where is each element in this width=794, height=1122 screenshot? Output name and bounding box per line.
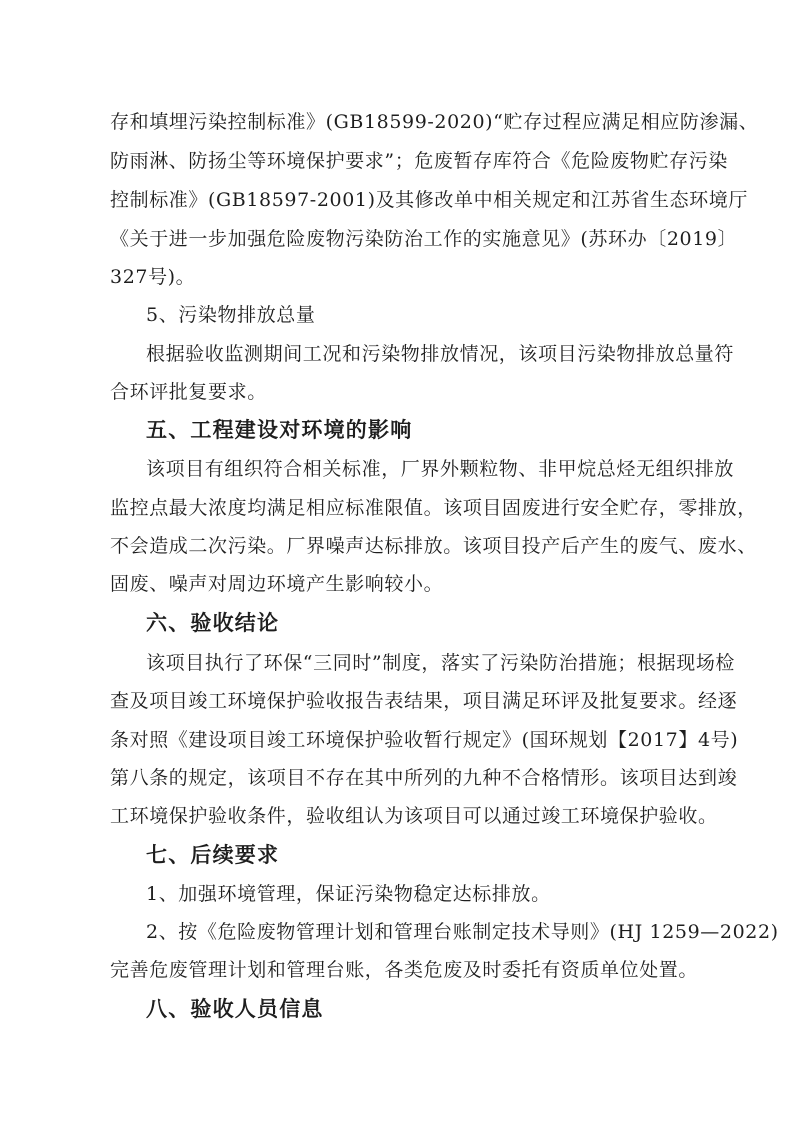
paragraph-line: 327号)。 (110, 266, 196, 288)
paragraph-line: 不会造成二次污染。厂界噪声达标排放。该项目投产后产生的废气、废水、 (110, 535, 757, 557)
paragraph-line: 该项目执行了环保“三同时”制度，落实了污染防治措施；根据现场检 (146, 652, 736, 674)
section-heading: 五、工程建设对环境的影响 (146, 417, 413, 442)
paragraph-line: 合环评批复要求。 (110, 381, 267, 403)
paragraph-line: 监控点最大浓度均满足相应标准限值。该项目固废进行安全贮存，零排放， (110, 497, 757, 519)
section-heading: 六、验收结论 (146, 610, 280, 635)
section-heading: 八、验收人员信息 (146, 996, 324, 1021)
paragraph-line: 工环境保护验收条件，验收组认为该项目可以通过竣工环境保护验收。 (110, 805, 718, 827)
paragraph-line: 条对照《建设项目竣工环境保护验收暂行规定》(国环规划【2017】4号) (110, 729, 739, 751)
paragraph-line: 根据验收监测期间工况和污染物排放情况，该项目污染物排放总量符 (146, 343, 735, 365)
paragraph-line: 《关于进一步加强危险废物污染防治工作的实施意见》(苏环办〔2019〕 (110, 228, 738, 250)
numbered-item: 1、加强环境管理，保证污染物稳定达标排放。 (146, 883, 551, 905)
paragraph-line: 查及项目竣工环境保护验收报告表结果，项目满足环评及批复要求。经逐 (110, 690, 738, 712)
paragraph-line: 固废、噪声对周边环境产生影响较小。 (110, 573, 444, 595)
section-heading: 七、后续要求 (146, 842, 280, 867)
paragraph-line: 防雨淋、防扬尘等环境保护要求”；危废暂存库符合《危险废物贮存污染 (110, 150, 728, 172)
paragraph-line: 完善危废管理计划和管理台账，各类危废及时委托有资质单位处置。 (110, 959, 699, 981)
paragraph-line: 控制标准》(GB18597-2001)及其修改单中相关规定和江苏省生态环境厅 (110, 189, 748, 211)
paragraph-line: 第八条的规定，该项目不存在其中所列的九种不合格情形。该项目达到竣 (110, 767, 738, 789)
paragraph-line: 该项目有组织符合相关标准，厂界外颗粒物、非甲烷总烃无组织排放 (146, 458, 735, 480)
numbered-item: 5、污染物排放总量 (146, 304, 316, 326)
numbered-item: 2、按《危险废物管理计划和管理台账制定技术导则》(HJ 1259—2022) (146, 921, 779, 943)
paragraph-line: 存和填埋污染控制标准》(GB18599-2020)“贮存过程应满足相应防渗漏、 (110, 111, 759, 133)
